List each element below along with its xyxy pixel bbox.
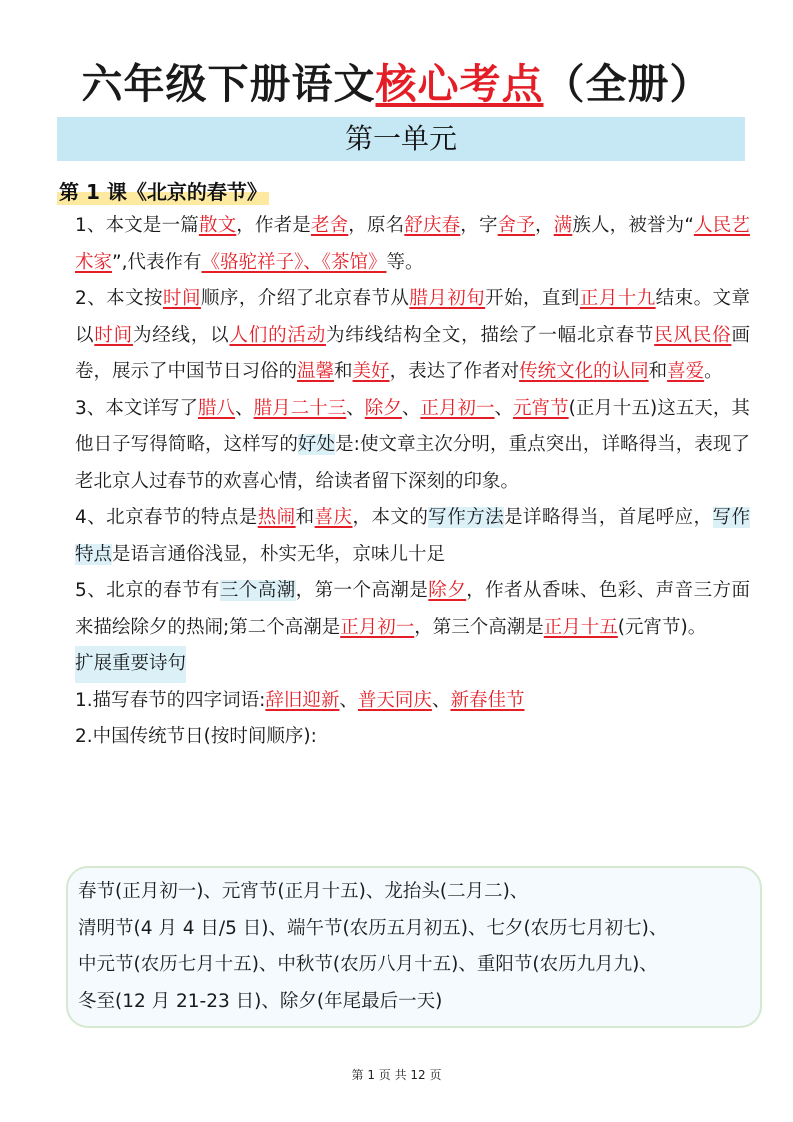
poem-1: 1.描写春节的四字词语:辞旧迎新、普天同庆、新春佳节 bbox=[75, 689, 525, 711]
main-content bbox=[75, 208, 750, 756]
extension-heading: 扩展重要诗句 bbox=[75, 646, 750, 683]
page-title bbox=[0, 56, 793, 112]
festival-line: 春节(正月初一)、元宵节(正月十五)、龙抬头(二月二)、 bbox=[78, 881, 529, 902]
festival-line: 冬至(12 月 21-23 日)、除夕(年尾最后一天) bbox=[78, 990, 443, 1012]
point-5: 5、北京的春节有三个高潮，第一个高潮是除夕，作者从香味、色彩、声音三方面来描绘除夕的热闹;第二个高潮是正月初一，第三个高潮是正月十五(元宵节)。 bbox=[75, 580, 750, 638]
point-2: 2、本文按时间顺序，介绍了北京春节从腊月初旬开始，直到正月十九结束。文章以时间为经线，以人们的活动为纬线结构全文，描绘了一幅北京春节民风民俗画卷，展示了中国节日习俗的温馨和美好，表达了作者对传统文化的认同和喜爱。 bbox=[75, 288, 750, 382]
page-footer: 第 1 页 共 12 页 bbox=[351, 1068, 442, 1082]
point-1: 1、本文是一篇散文，作者是老舍，原名舒庆春，字舍予，满族人，被誉为“人民艺术家”,代表作有《骆驼祥子》、《茶馆》等。 bbox=[75, 215, 750, 273]
point-4: 4、北京春节的特点是热闹和喜庆，本文的写作方法是详略得当，首尾呼应，写作特点是语言通俗浅显，朴实无华，京味儿十足 bbox=[75, 507, 750, 565]
poem-2: 2.中国传统节日(按时间顺序): bbox=[75, 726, 317, 747]
festival-box bbox=[66, 866, 762, 1028]
lesson-heading: 第 1 课《北京的春节》 bbox=[57, 176, 269, 205]
festival-line: 中元节(农历七月十五)、中秋节(农历八月十五)、重阳节(农历九月九)、 bbox=[78, 954, 658, 975]
title-highlight: 核心考点 bbox=[375, 60, 544, 108]
festival-line: 清明节(4 月 4 日/5 日)、端午节(农历五月初五)、七夕(农历七月初七)、 bbox=[78, 917, 668, 939]
point-3: 3、本文详写了腊八、腊月二十三、除夕、正月初一、元宵节(正月十五)这五天，其他日子写得简略，这样写的好处是:使文章主次分明，重点突出，详略得当，表现了老北京人过春节的欢喜心情，给读者留下深刻的印象。 bbox=[75, 397, 750, 492]
title-prefix: 六年级下册语文 bbox=[81, 60, 376, 108]
unit-heading: 第一单元 bbox=[57, 117, 745, 161]
title-suffix: （全册） bbox=[543, 60, 712, 108]
